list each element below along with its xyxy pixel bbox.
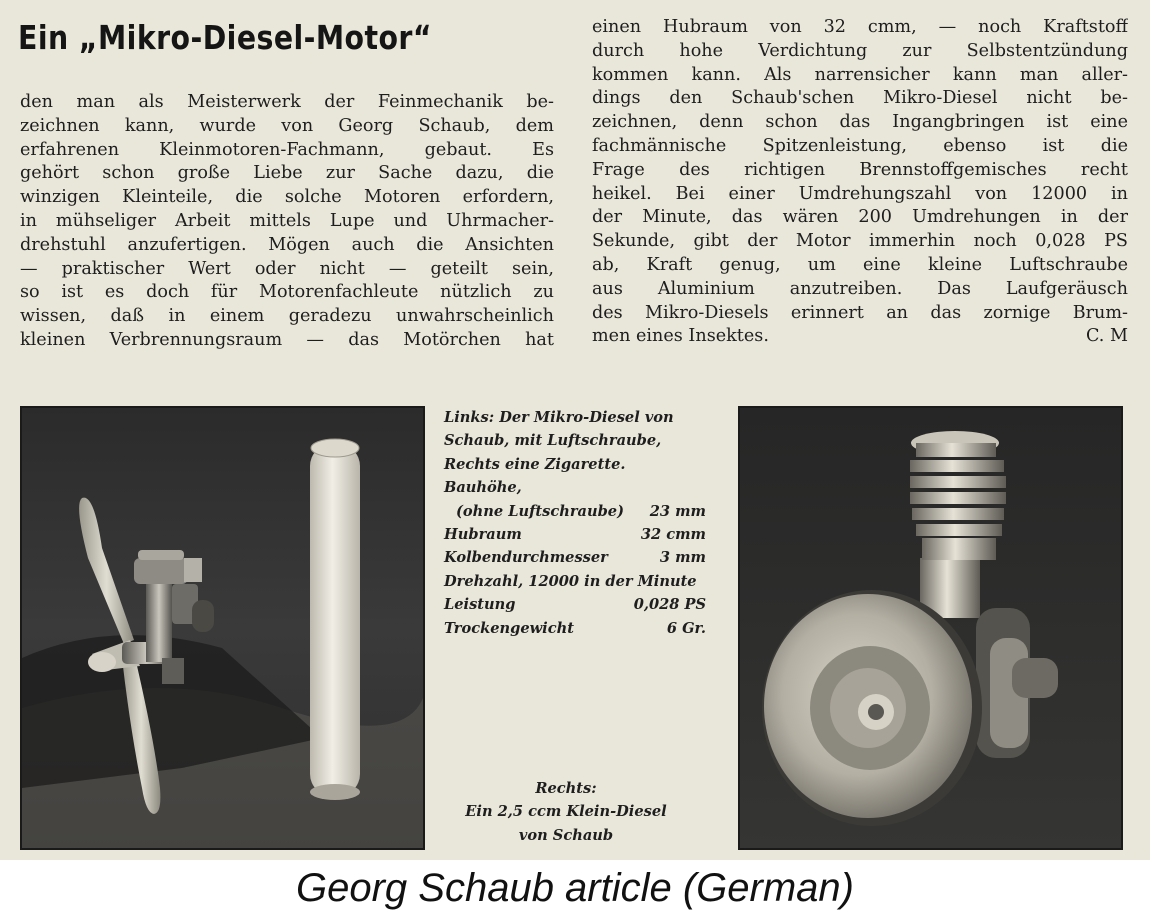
- text-line: des Mikro-Diesels erinnert an das zornige Brum-: [592, 302, 1128, 323]
- spec-label: Leistung: [444, 596, 516, 614]
- article-title: Ein „Mikro-Diesel-Motor“: [18, 18, 432, 57]
- caption-text: Ein 2,5 ccm Klein-Diesel: [465, 803, 667, 821]
- caption-text: Rechts eine Zigarette.: [444, 455, 626, 473]
- text-line: drehstuhl anzufertigen. Mögen auch die Ansichten: [20, 234, 554, 255]
- text-line: ab, Kraft genug, um eine kleine Luftschraube: [592, 254, 1128, 275]
- text-line: durch hohe Verdichtung zur Selbstentzündung: [592, 40, 1128, 61]
- author-signature: C. M: [1085, 326, 1128, 347]
- caption-specs-left-photo: [444, 406, 706, 640]
- text-line: erfahrenen Kleinmotoren-Fachmann, gebaut. Es: [20, 139, 554, 160]
- caption-text: Schaub, mit Luftschraube,: [444, 432, 662, 450]
- spec-value: 0,028 PS: [633, 596, 706, 614]
- caption-line: [444, 453, 706, 476]
- text-line: fachmännische Spitzenleistung, ebenso ist die: [592, 135, 1128, 156]
- spec-row: [444, 500, 706, 523]
- spec-row: [444, 546, 706, 569]
- spec-label: Kolbendurchmesser: [444, 549, 608, 567]
- spec-value: 3 mm: [659, 549, 706, 567]
- text-line: winzigen Kleinteile, die solche Motoren erfordern,: [20, 187, 554, 208]
- spec-value: 23 mm: [649, 502, 706, 520]
- text-line: einen Hubraum von 32 cmm, — noch Kraftstoff: [592, 17, 1128, 37]
- image-caption: Georg Schaub article (German): [295, 866, 854, 910]
- text-line: in mühseliger Arbeit mittels Lupe und Uhrmacher-: [20, 210, 554, 231]
- article-column-right: [592, 16, 1128, 349]
- text-line: wissen, daß in einem geradezu unwahrscheinlich: [20, 306, 554, 327]
- caption-text: Bauhöhe,: [444, 479, 522, 497]
- spec-row: [444, 593, 706, 616]
- spec-label: Trockengewicht: [444, 619, 574, 637]
- spec-value: 32 cmm: [640, 525, 706, 543]
- text-line-final: [592, 325, 1128, 349]
- text-line: zeichnen kann, wurde von Georg Schaub, dem: [20, 115, 554, 136]
- text-line: — praktischer Wert oder nicht — geteilt sein,: [20, 258, 554, 279]
- text-line-content: men eines Insektes.: [592, 326, 769, 347]
- text-line: Frage des richtigen Brennstoffgemisches recht: [592, 159, 1128, 180]
- spec-label: Drehzahl, 12000 in der Minute: [444, 572, 697, 590]
- text-line: der Minute, das wären 200 Umdrehungen in der: [592, 207, 1128, 228]
- klein-diesel-photo-illustration: [740, 408, 1121, 848]
- caption-line: [444, 476, 706, 499]
- article-column-left: [20, 91, 554, 353]
- text-line: den man als Meisterwerk der Feinmechanik be-: [20, 92, 554, 112]
- photo-mikro-diesel: [20, 406, 425, 850]
- spec-row: [444, 570, 706, 593]
- text-line: zeichnen, denn schon das Ingangbringen ist eine: [592, 112, 1128, 133]
- caption-line: [444, 429, 706, 452]
- text-line: so ist es doch für Motorenfachleute nützlich zu: [20, 282, 554, 303]
- spec-value: 6 Gr.: [666, 619, 706, 637]
- photo-klein-diesel: [738, 406, 1123, 850]
- text-line: dings den Schaub'schen Mikro-Diesel nicht be-: [592, 88, 1128, 109]
- text-line: Sekunde, gibt der Motor immerhin noch 0,028 PS: [592, 231, 1128, 252]
- mikro-diesel-photo-illustration: [22, 408, 423, 848]
- text-line: kleinen Verbrennungsraum — das Motörchen hat: [20, 329, 554, 350]
- spec-label: (ohne Luftschraube): [456, 502, 624, 520]
- text-line: heikel. Bei einer Umdrehungszahl von 12000 in: [592, 183, 1128, 204]
- text-line: gehört schon große Liebe zur Sache dazu, die: [20, 163, 554, 184]
- caption-text: Rechts:: [535, 780, 597, 797]
- caption-text: von Schaub: [518, 826, 614, 844]
- caption-text: Links: Der Mikro-Diesel von: [444, 409, 674, 426]
- text-line: aus Aluminium anzutreiben. Das Laufgeräusch: [592, 278, 1128, 299]
- spec-row: [444, 523, 706, 546]
- caption-line: [444, 406, 706, 429]
- text-line: kommen kann. Als narrensicher kann man aller-: [592, 64, 1128, 85]
- spec-row: [444, 617, 706, 640]
- spec-label: Hubraum: [444, 525, 522, 543]
- caption-right-photo: [446, 777, 686, 847]
